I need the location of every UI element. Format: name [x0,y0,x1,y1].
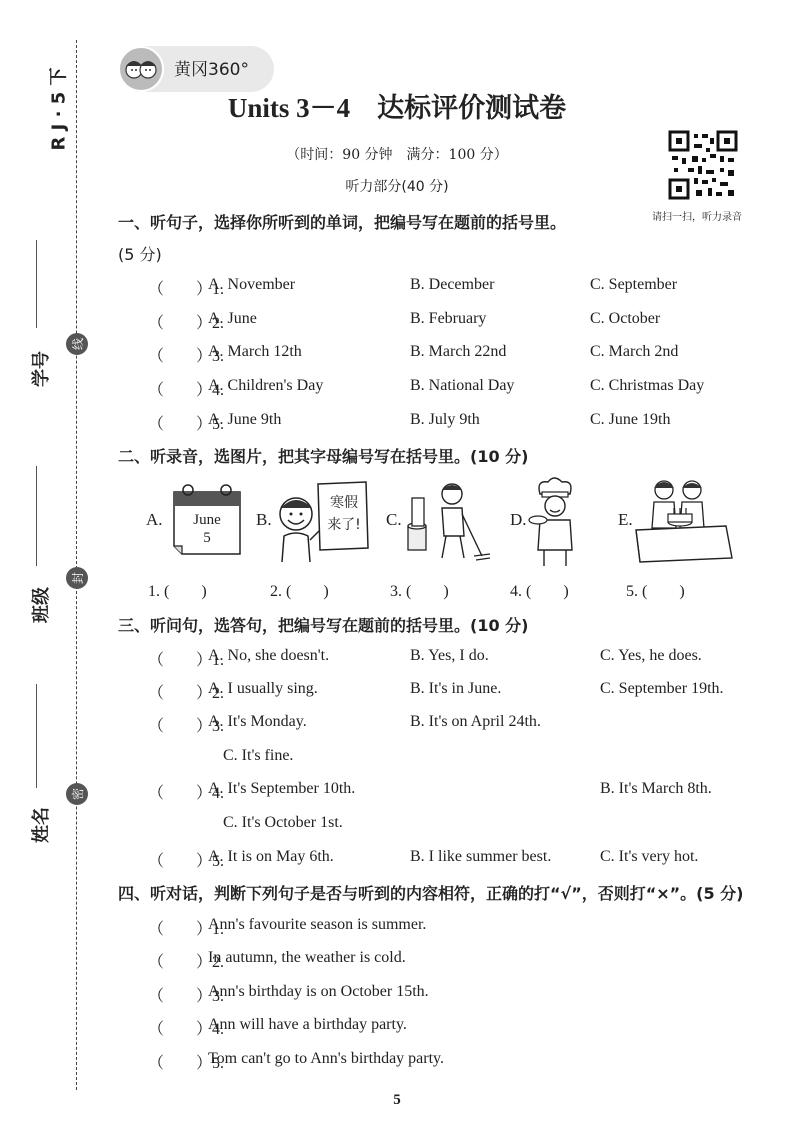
s3-item5-option-b: B. I like summer best. [410,848,552,865]
s2-answer5[interactable]: 5. ( ) [626,583,685,600]
logo-text: 黄冈360° [174,60,249,80]
s3-item4-num[interactable]: （ ）4. [148,785,225,802]
birthday-party-picture [634,476,736,566]
s1-item5-option-b: B. July 9th [410,411,480,428]
s3-item3-option-b: B. It's on April 24th. [410,713,541,730]
picture-a-label: A. [146,510,163,529]
s3-item1-option-a: A. No, she doesn't. [208,647,330,664]
picture-b-label: B. [256,510,272,529]
s4-item5-num[interactable]: （ ）5. [148,1055,225,1072]
chef-picture [528,476,582,568]
s1-item1-option-a: A. November [208,276,296,293]
class-label: 班级 [31,587,52,623]
calendar-picture [170,482,244,560]
seal-dense-mark: 密 [66,783,88,805]
s1-item5-option-c: C. June 19th [590,411,671,428]
seal-line-mark: 线 [66,333,88,355]
s1-item3-option-b: B. March 22nd [410,343,507,360]
s4-item1-num[interactable]: （ ）1. [148,921,225,938]
s1-item1-option-c: C. September [590,276,678,293]
s3-item3-option-a: A. It's Monday. [208,713,307,730]
s3-item2-option-a: A. I usually sing. [208,680,318,697]
binding-dash-line [76,40,77,1090]
s1-item4-option-c: C. Christmas Day [590,377,705,394]
boy-mopping-picture [402,478,492,564]
s4-item3-num[interactable]: （ ）3. [148,988,225,1005]
s4-item3-text: Ann's birthday is on October 15th. [208,983,429,1000]
class-line [36,466,37,566]
sign-text-line1: 寒假 [330,495,358,511]
s1-item5-num[interactable]: （ ）5. [148,416,225,433]
qr-code-icon[interactable] [668,130,738,200]
calendar-month: June [193,512,221,528]
picture-e-label: E. [618,510,633,529]
s1-item3-option-c: C. March 2nd [590,343,679,360]
s1-item1-num[interactable]: （ ）1. [148,281,225,298]
s3-item1-option-c: C. Yes, he does. [600,647,702,664]
name-line [36,684,37,788]
sign-text-line2: 来了! [327,517,361,533]
s3-item4-option-b: B. It's March 8th. [600,780,712,797]
s3-item3-option-c: C. It's fine. [223,747,294,764]
s1-item2-option-a: A. June [208,310,257,327]
s2-answer4[interactable]: 4. ( ) [510,583,569,600]
s4-item1-text: Ann's favourite season is summer. [208,916,427,933]
s3-item5-option-a: A. It is on May 6th. [208,848,334,865]
time-info: （时间：90 分钟 满分：100 分） [286,147,508,163]
s4-item4-num[interactable]: （ ）4. [148,1021,225,1038]
s1-item4-option-b: B. National Day [410,377,515,394]
s2-answer3[interactable]: 3. ( ) [390,583,449,600]
calendar-day: 5 [203,530,211,546]
s1-item2-num[interactable]: （ ）2. [148,315,225,332]
s3-item5-num[interactable]: （ ）5. [148,853,225,870]
seal-seal-mark: 封 [66,567,88,589]
s3-item3-num[interactable]: （ ）3. [148,718,225,735]
s4-item5-text: Tom can't go to Ann's birthday party. [208,1050,445,1067]
section1-heading: 一、听句子，选择你所听到的单词，把编号写在题前的括号里。 [118,213,567,232]
section1-score: (5 分) [118,245,162,264]
picture-c-label: C. [386,510,402,529]
s3-item4-option-c: C. It's October 1st. [223,814,343,831]
s1-item4-num[interactable]: （ ）4. [148,382,225,399]
s3-item2-option-c: C. September 19th. [600,680,724,697]
s2-answer2[interactable]: 2. ( ) [270,583,329,600]
boy-with-sign-picture [272,478,372,564]
student-no-label: 学号 [31,351,52,387]
section2-heading: 二、听录音，选图片，把其字母编号写在括号里。(10 分) [118,447,529,466]
s3-item1-option-b: B. Yes, I do. [410,647,489,664]
s4-item4-text: Ann will have a birthday party. [208,1016,407,1033]
page-title: Units 3－4 达标评价测试卷 [227,93,567,123]
s2-answer1[interactable]: 1. ( ) [148,583,207,600]
qr-caption: 请扫一扫，听力录音 [652,212,742,223]
s3-item5-option-c: C. It's very hot. [600,848,699,865]
picture-d-label: D. [510,510,527,529]
s4-item2-text: In autumn, the weather is cold. [208,949,406,966]
s1-item3-num[interactable]: （ ）3. [148,348,225,365]
book-code: R J · 5 下 [48,67,70,151]
s1-item5-option-a: A. June 9th [208,411,282,428]
student-no-line [36,240,37,328]
s1-item3-option-a: A. March 12th [208,343,302,360]
s1-item1-option-b: B. December [410,276,495,293]
s1-item4-option-a: A. Children's Day [208,377,324,394]
page-number: 5 [393,1092,401,1108]
s4-item2-num[interactable]: （ ）2. [148,954,225,971]
s3-item2-option-b: B. It's in June. [410,680,502,697]
section3-heading: 三、听问句，选答句，把编号写在题前的括号里。(10 分) [118,616,529,635]
s3-item1-num[interactable]: （ ）1. [148,652,225,669]
section4-heading: 四、听对话，判断下列句子是否与听到的内容相符，正确的打“√”，否则打“×”。(5 分) [118,884,744,903]
s3-item2-num[interactable]: （ ）2. [148,685,225,702]
name-label: 姓名 [31,807,52,843]
listening-part-title: 听力部分(40 分) [345,179,449,195]
s1-item2-option-b: B. February [410,310,487,327]
s3-item4-option-a: A. It's September 10th. [208,780,356,797]
s1-item2-option-c: C. October [590,310,661,327]
